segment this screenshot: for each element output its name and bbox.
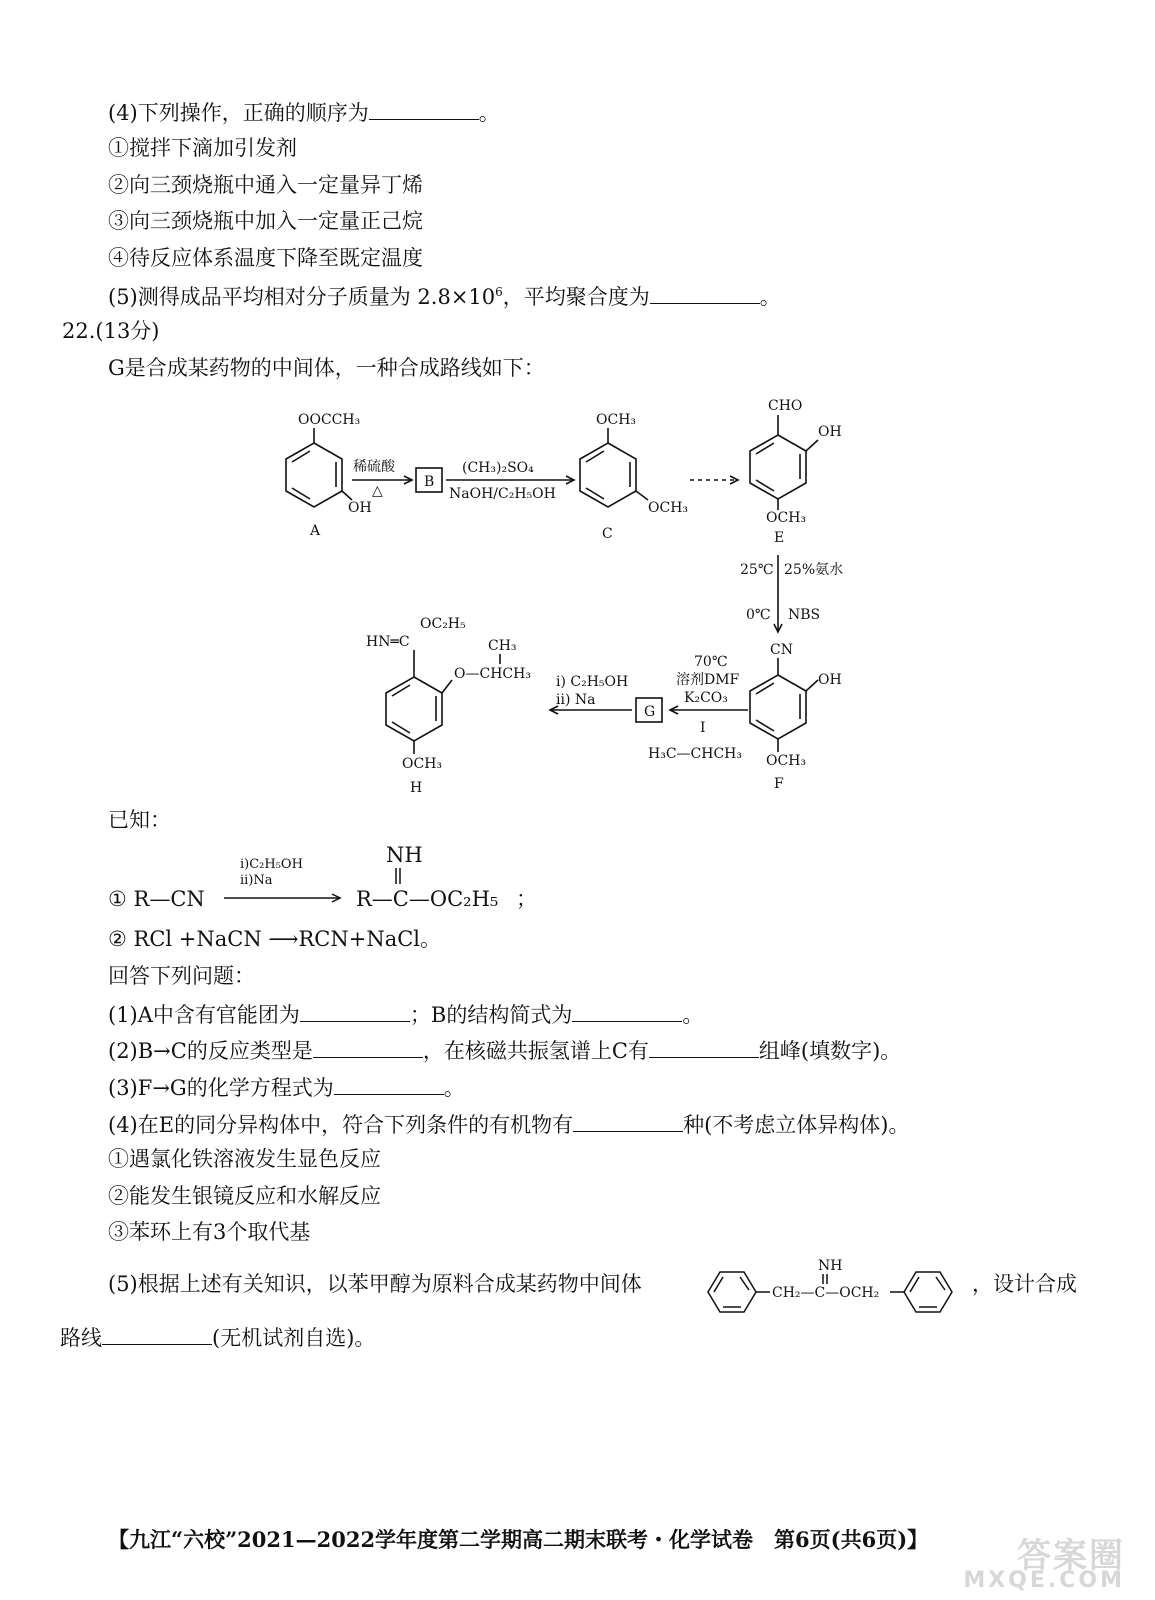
H-methoxy: OCH₃	[402, 756, 443, 772]
reagent-isopropyl: H₃C—CHCH₃	[648, 746, 742, 762]
answer-blank[interactable]	[334, 1076, 444, 1095]
condition-1: ①遇氯化铁溶液发生显色反应	[108, 1147, 381, 1171]
synthesis-scheme	[0, 380, 1155, 800]
label-C: C	[602, 526, 613, 542]
reagent-sodium: ii) Na	[556, 692, 596, 708]
answer-blank[interactable]	[650, 285, 760, 304]
step-3: ③向三颈烧瓶中加入一定量正己烷	[108, 209, 423, 233]
reagent-naoh-ethanol: NaOH/C₂H₅OH	[449, 486, 556, 502]
step-2: ②向三颈烧瓶中通入一定量异丁烯	[108, 173, 423, 197]
k1-end: ；	[516, 887, 537, 911]
A-acetoxy: OOCCH₃	[298, 412, 361, 428]
q21-part5-prompt: (5)测得成品平均相对分子质量为 $2.8\times 10^6$，平均聚合度为 。	[108, 285, 781, 309]
k1-imine: NH	[386, 843, 423, 867]
H-ethoxy: OC₂H₅	[420, 616, 466, 632]
k1-reagent-sodium: ii)Na	[240, 873, 273, 888]
H-isopropoxy: O—CHCH₃	[454, 666, 531, 682]
condition-k2co3: K₂CO₃	[684, 690, 728, 706]
label-A: A	[310, 523, 321, 539]
known-reaction-2: ② RCl +NaCN ⟶RCN+NaCl。	[108, 927, 442, 951]
condition-ammonia: 25%氨水	[784, 562, 844, 578]
reagent-dilute-acid: 稀硫酸	[353, 459, 395, 475]
q22-part4: (4)在E的同分异构体中，符合下列条件的有机物有 种(不考虑立体异构体)。	[108, 1113, 910, 1137]
answer-blank[interactable]	[573, 1113, 683, 1132]
answer-blank[interactable]	[649, 1039, 759, 1058]
label-G: G	[644, 704, 656, 720]
E-methoxy: OCH₃	[766, 510, 807, 526]
C-methoxy-1: OCH₃	[596, 412, 637, 428]
questions-heading: 回答下列问题：	[108, 964, 255, 988]
answer-blank[interactable]	[102, 1326, 212, 1345]
k1-product: R—C—OC₂H₅	[356, 887, 499, 911]
answer-blank[interactable]	[300, 1003, 410, 1022]
q22-part3: (3)F→G的化学方程式为 。	[108, 1076, 465, 1100]
target-molecule	[690, 1252, 970, 1322]
condition-70c: 70℃	[694, 654, 728, 670]
answer-blank[interactable]	[369, 101, 479, 120]
label-H: H	[410, 780, 423, 796]
q22-part5-line2: 路线 (无机试剂自选)。	[60, 1326, 376, 1350]
step-1: ①搅拌下滴加引发剂	[108, 136, 297, 160]
q22-part5: (5)根据上述有关知识，以苯甲醇为原料合成某药物中间体	[108, 1272, 642, 1296]
k1-reactant: ① R—CN	[108, 887, 205, 911]
reagent-iodide: I	[700, 720, 706, 736]
target-chain: CH₂—C—OCH₂	[772, 1285, 880, 1301]
q22-part2: (2)B→C的反应类型是 ，在核磁共振氢谱上C有 组峰(填数字)。	[108, 1039, 902, 1063]
q22-part5-end: ，设计合成	[972, 1272, 1077, 1296]
label-E: E	[774, 530, 785, 546]
condition-nbs: NBS	[788, 607, 821, 623]
condition-2: ②能发生银镜反应和水解反应	[108, 1184, 381, 1208]
F-nitrile: CN	[770, 642, 793, 658]
known-reaction-1	[0, 840, 1155, 920]
answer-blank[interactable]	[572, 1003, 682, 1022]
q21-part4-prompt: (4)下列操作，正确的顺序为 。	[108, 101, 500, 125]
watermark-logo: 答案圈	[1017, 1536, 1125, 1576]
condition-dmf: 溶剂DMF	[676, 672, 740, 688]
condition-0c: 0℃	[746, 607, 771, 623]
A-hydroxyl: OH	[348, 500, 372, 516]
answer-blank[interactable]	[313, 1039, 423, 1058]
watermark-url: MXQE.COM	[963, 1568, 1125, 1593]
k1-reagent-ethanol: i)C₂H₅OH	[240, 857, 303, 872]
known-heading: 已知：	[108, 808, 171, 832]
q22-part1: (1)A中含有官能团为 ；B的结构简式为 。	[108, 1003, 704, 1027]
label-B: B	[424, 474, 435, 490]
C-methoxy-2: OCH₃	[648, 500, 689, 516]
F-methoxy: OCH₃	[766, 753, 807, 769]
question-22-intro: G是合成某药物的中间体，一种合成路线如下：	[108, 356, 545, 380]
H-imidate: HN═C	[366, 634, 410, 650]
E-aldehyde: CHO	[768, 398, 803, 414]
reagent-dimethyl-sulfate: (CH₃)₂SO₄	[462, 460, 534, 476]
question-22-header: 22.(13分)	[62, 319, 160, 343]
reagent-ethanol: i) C₂H₅OH	[556, 674, 629, 690]
step-4: ④待反应体系温度下降至既定温度	[108, 246, 423, 270]
reagent-heat: △	[372, 483, 383, 499]
F-hydroxyl: OH	[818, 672, 842, 688]
E-hydroxyl: OH	[818, 424, 842, 440]
target-imine: NH	[818, 1258, 843, 1274]
page-footer: 【九江“六校”2021—2022学年度第二学期高二期末联考・化学试卷 第6页(共6页)】	[108, 1527, 929, 1552]
condition-25c: 25℃	[740, 562, 774, 578]
condition-3: ③苯环上有3个取代基	[108, 1220, 311, 1244]
H-methyl: CH₃	[488, 638, 517, 654]
label-F: F	[774, 776, 784, 792]
